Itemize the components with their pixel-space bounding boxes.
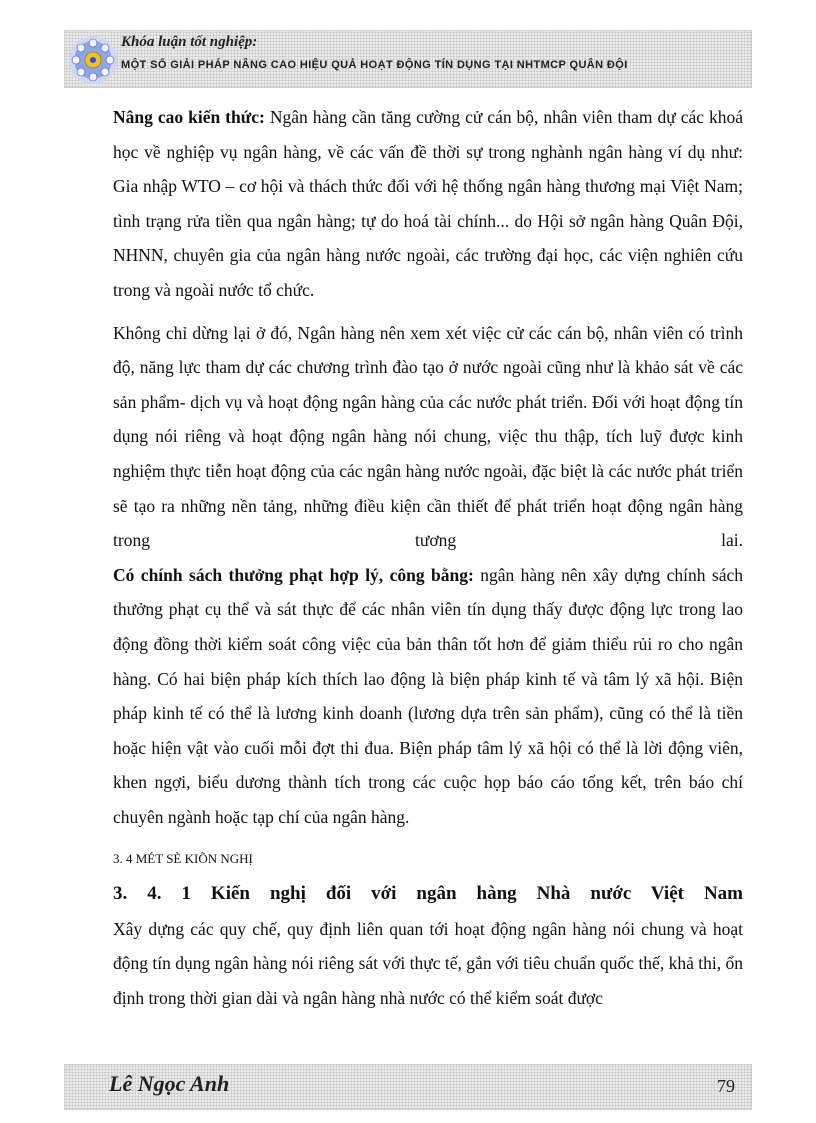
section-heading-small: 3. 4 MÉT SÈ KIÕN NGHỊ — [113, 851, 253, 867]
paragraph-reward-policy — [113, 558, 743, 835]
logo-icon — [67, 33, 119, 87]
paragraph-recommendation: Xây dựng các quy chế, quy định liên quan tới hoạt động ngân hàng nói chung và hoạt động tín dụng ngân hàng nói riêng sát với thực tế, gắn với tiêu chuẩn quốc thế, khả thi, ổn định trong thời gian dài và ngân hàng nhà nước có thể kiểm soát được — [113, 918, 743, 1008]
paragraph-text: ngân hàng nên xây dựng chính sách thưởng phạt cụ thể và sát thực để các nhân viên tín dụng thấy được động lực trong lao động đồng thời kiểm soát công việc của bản thân tốt hơn để giảm thiểu rủi ro cho ngân hàng. Có hai biện pháp kích thích lao động là biện pháp kinh tế và tâm lý xã hội. Biện pháp kinh tế có thể là lương kinh doanh (lương dựa trên sản phẩm), cũng có thể là tiền hoặc hiện vật vào cuối mỗi đợt thi đua. Biện pháp tâm lý xã hội có thể là lời động viên, khen ngợi, biểu dương thành tích trong các cuộc họp báo cáo tổng kết, trên báo chí chuyên ngành hoặc tạp chí của ngân hàng. — [113, 564, 743, 827]
paragraph-text: Ngân hàng cần tăng cường cử cán bộ, nhân viên tham dự các khoá học về nghiệp vụ ngân hàng, về các vấn đề thời sự trong nghành ngân hàng ví dụ như: Gia nhập WTO – cơ hội và thách thức đối với hệ thống ngân hàng thương mại Việt Nam; tình trạng rửa tiền qua ngân hàng; tự do hoá tài chính... do Hội sở ngân hàng Quân Đội, NHNN, chuyên gia của ngân hàng nước ngoài, các trường đại học, các viện nghiên cứu trong và ngoài nước tổ chức. — [113, 107, 744, 300]
author-name: Lê Ngọc Anh — [109, 1071, 230, 1096]
paragraph-lead: Có chính sách thưởng phạt hợp lý, công bằng: — [113, 564, 474, 585]
paragraph-lead: Nâng cao kiến thức: — [113, 107, 265, 127]
subsection-heading: 3. 4. 1 Kiến nghị đối với ngân hàng Nhà nước Việt Nam — [113, 883, 743, 905]
page-footer — [64, 1064, 752, 1110]
header-subtitle: Khóa luận tốt nghiệp: — [121, 34, 258, 50]
document-body — [113, 100, 743, 1015]
paragraph-training: Không chỉ dừng lại ở đó, Ngân hàng nên xem xét việc cử các cán bộ, nhân viên có trình độ, năng lực tham dự các chương trình đào tạo ở nước ngoài cũng như là khảo sát về các sản phẩm- dịch vụ và hoạt động ngân hàng của các nước phát triển. Đối với hoạt động tín dụng nói riêng và hoạt động ngân hàng nói chung, việc thu thập, tích luỹ được kinh nghiệm thực tiễn hoạt động của các ngân hàng nước ngoài, đặc biệt là các nước phát triển sẽ tạo ra những nền tảng, những điều kiện cần thiết để phát triển hoạt động ngân hàng trong tương lai. — [113, 322, 743, 551]
paragraph-knowledge — [113, 100, 743, 308]
page-number: 79 — [717, 1076, 735, 1096]
page-header — [64, 30, 752, 88]
header-title: MỘT SỐ GIẢI PHÁP NÂNG CAO HIỆU QUẢ HOẠT ĐỘNG TÍN DỤNG TẠI NHTMCP QUÂN ĐỘI — [121, 59, 628, 71]
